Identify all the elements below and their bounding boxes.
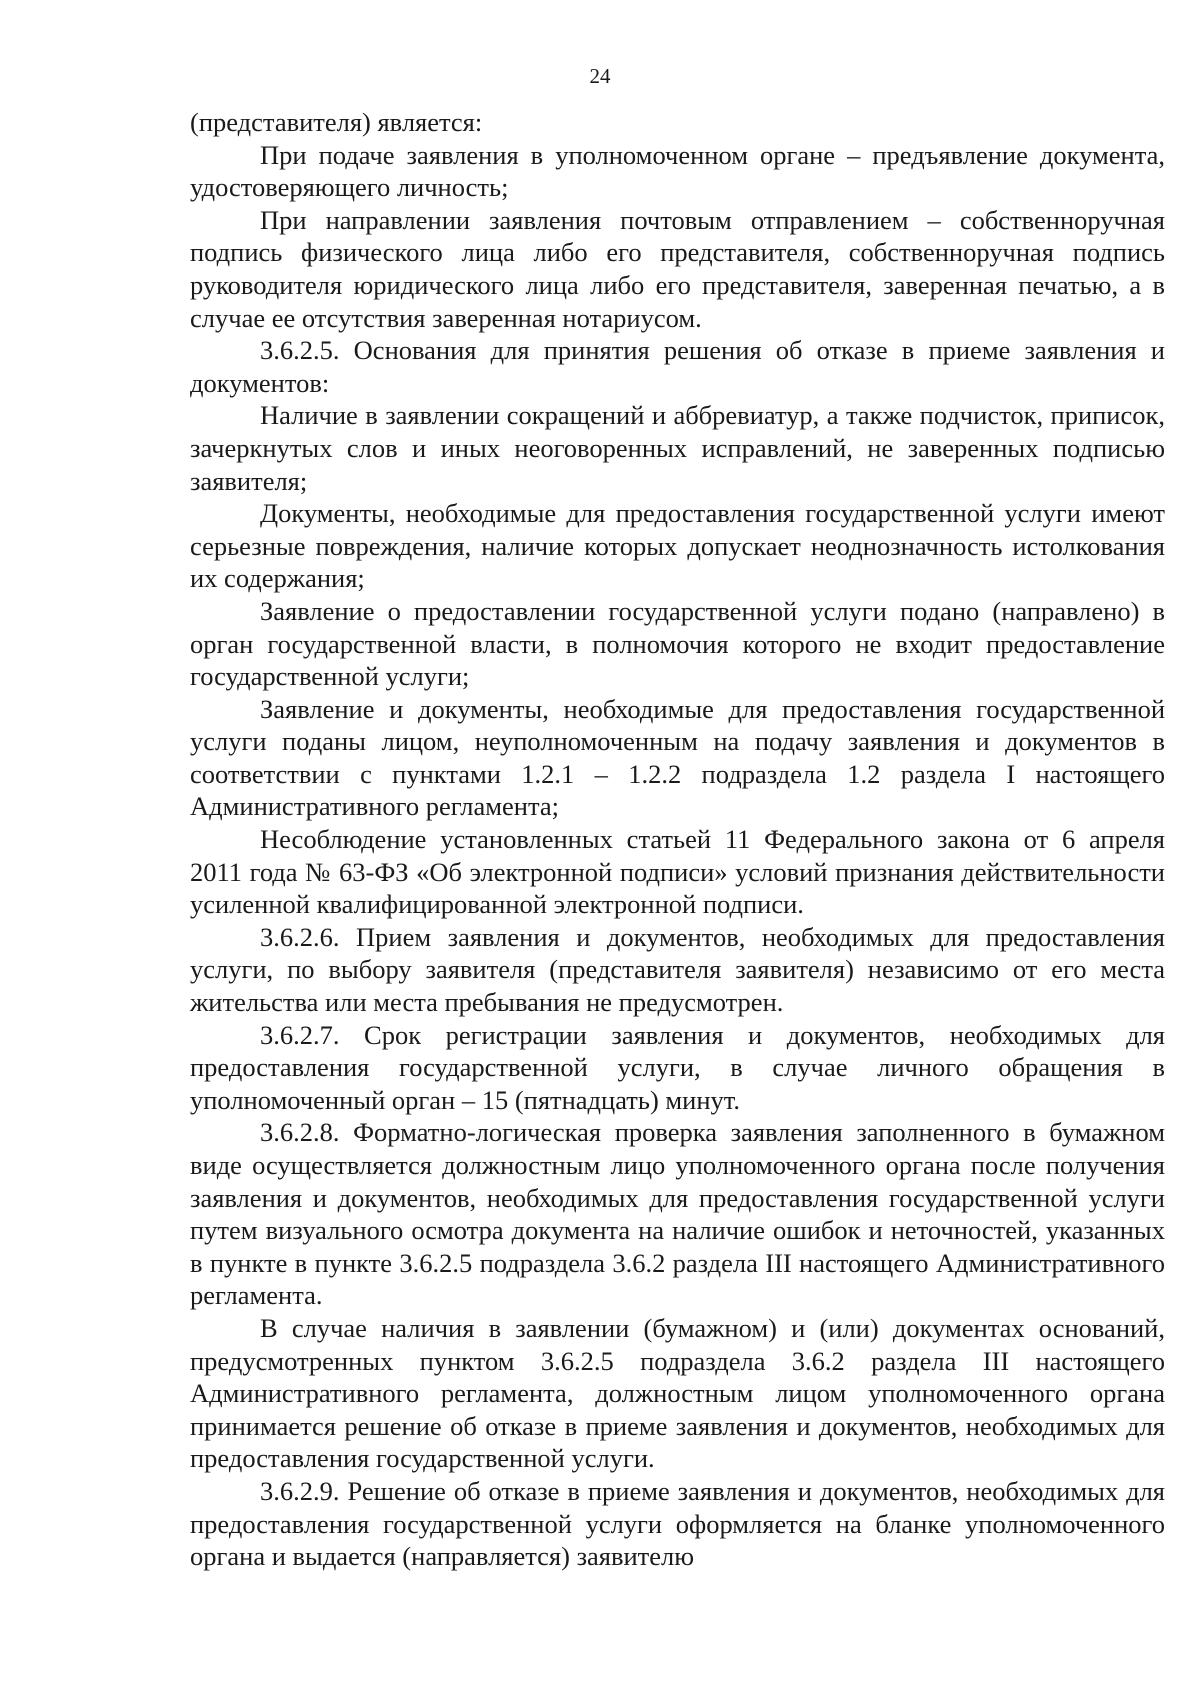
paragraph-3-6-2-9: 3.6.2.9. Решение об отказе в приеме заявления и документов, необходимых для предоставления государственной услуги оформляется на бланке уполномоченного органа и выдается (направляется) заявителю [190, 1475, 1165, 1572]
paragraph-3-6-2-7: 3.6.2.7. Срок регистрации заявления и документов, необходимых для предоставления государственной услуги, в случае личного обращения в уполномоченный орган – 15 (пятнадцать) минут. [190, 1019, 1165, 1115]
paragraph-unauthorized-person: Заявление и документы, необходимые для предоставления государственной услуги поданы лицом, неуполномоченным на подачу заявления и документов в соответствии с пунктами 1.2.1 – 1.2.2 подраздела 1.2 раздела I настоящего Административного регламента; [190, 693, 1165, 822]
paragraph-electronic-signature: Несоблюдение установленных статьей 11 Федерального закона от 6 апреля 2011 года № 63-ФЗ «Об электронной подписи» условий признания действительности усиленной квалифицированной электронной подписи. [190, 824, 1165, 920]
paragraph-abbreviations: Наличие в заявлении сокращений и аббревиатур, а также подчисток, приписок, зачеркнутых слов и иных неоговоренных исправлений, не заверенных подписью заявителя; [190, 400, 1165, 496]
paragraph-3-6-2-6: 3.6.2.6. Прием заявления и документов, необходимых для предоставления услуги, по выбору заявителя (представителя заявителя) независимо от его места жительства или места пребывания не предусмотрен. [190, 921, 1165, 1018]
page-number: 24 [589, 64, 611, 88]
paragraph-continuation: (представителя) является: [190, 107, 483, 137]
paragraph-refusal-decision: В случае наличия в заявлении (бумажном) и (или) документах оснований, предусмотренных пунктом 3.6.2.5 подраздела 3.6.2 раздела III настоящего Административного регламента, должностным лицом уполномоченного органа принимается решение об отказе в приеме заявления и документов, необходимых для предоставления государственной услуги. [190, 1312, 1165, 1474]
paragraph-wrong-authority: Заявление о предоставлении государственной услуги подано (направлено) в орган государственной власти, в полномочия которого не входит предоставление государственной услуги; [190, 595, 1165, 692]
paragraph-3-6-2-8: 3.6.2.8. Форматно-логическая проверка заявления заполненного в бумажном виде осуществляется должностным лицо уполномоченного органа после получения заявления и документов, необходимых для предоставления государственной услуги путем визуального осмотра документа на наличие ошибок и неточностей, указанных в пункте в пункте 3.6.2.5 подраздела 3.6.2 раздела III настоящего Административного регламента. [190, 1117, 1165, 1311]
document-body [190, 106, 1165, 1573]
paragraph-in-person-submission: При подаче заявления в уполномоченном органе – предъявление документа, удостоверяющего личность; [190, 139, 1165, 203]
paragraph-3-6-2-5: 3.6.2.5. Основания для принятия решения об отказе в приеме заявления и документов: [190, 335, 1165, 398]
paragraph-damaged-documents: Документы, необходимые для предоставления государственной услуги имеют серьезные повреждения, наличие которых допускает неоднозначность истолкования их содержания; [190, 498, 1165, 594]
paragraph-postal-submission: При направлении заявления почтовым отправлением – собственноручная подпись физического лица либо его представителя, собственноручная подпись руководителя юридического лица либо его представителя, заверенная печатью, а в случае ее отсутствия заверенная нотариусом. [190, 204, 1165, 333]
